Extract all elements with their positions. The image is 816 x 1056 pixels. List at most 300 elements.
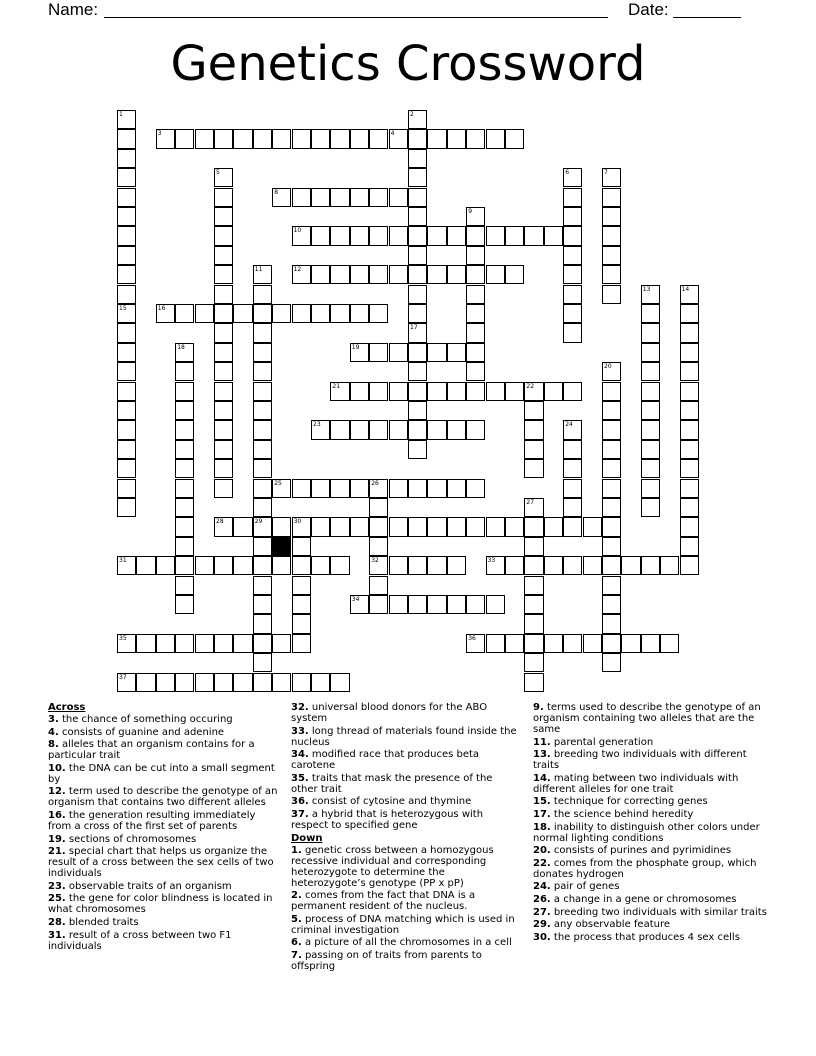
grid-cell[interactable] xyxy=(272,304,291,323)
grid-cell[interactable] xyxy=(311,556,330,575)
grid-cell[interactable] xyxy=(486,382,505,401)
grid-cell[interactable] xyxy=(369,517,388,536)
grid-cell[interactable] xyxy=(641,459,660,478)
grid-cell[interactable] xyxy=(408,401,427,420)
grid-cell[interactable] xyxy=(311,420,330,439)
grid-cell[interactable] xyxy=(369,556,388,575)
grid-cell[interactable] xyxy=(408,149,427,168)
grid-cell[interactable] xyxy=(292,537,311,556)
grid-cell[interactable] xyxy=(466,595,485,614)
grid-cell[interactable] xyxy=(350,188,369,207)
grid-cell[interactable] xyxy=(350,420,369,439)
grid-cell[interactable] xyxy=(117,168,136,187)
grid-cell[interactable] xyxy=(524,673,543,692)
grid-cell[interactable] xyxy=(447,129,466,148)
grid-cell[interactable] xyxy=(369,479,388,498)
grid-cell[interactable] xyxy=(602,440,621,459)
grid-cell[interactable] xyxy=(563,285,582,304)
grid-cell[interactable] xyxy=(330,517,349,536)
grid-cell[interactable] xyxy=(680,285,699,304)
grid-cell[interactable] xyxy=(524,498,543,517)
grid-cell[interactable] xyxy=(408,188,427,207)
grid-cell[interactable] xyxy=(253,420,272,439)
grid-cell[interactable] xyxy=(583,556,602,575)
grid-cell[interactable] xyxy=(117,149,136,168)
grid-cell[interactable] xyxy=(486,265,505,284)
grid-cell[interactable] xyxy=(117,382,136,401)
grid-cell[interactable] xyxy=(369,304,388,323)
grid-cell[interactable] xyxy=(175,401,194,420)
grid-cell[interactable] xyxy=(641,304,660,323)
grid-cell[interactable] xyxy=(505,634,524,653)
grid-cell[interactable] xyxy=(680,479,699,498)
grid-cell[interactable] xyxy=(505,226,524,245)
grid-cell[interactable] xyxy=(486,226,505,245)
grid-cell[interactable] xyxy=(408,168,427,187)
grid-cell[interactable] xyxy=(330,382,349,401)
grid-cell[interactable] xyxy=(311,517,330,536)
grid-cell[interactable] xyxy=(175,129,194,148)
grid-cell[interactable] xyxy=(408,382,427,401)
grid-cell[interactable] xyxy=(253,285,272,304)
grid-cell[interactable] xyxy=(214,459,233,478)
grid-cell[interactable] xyxy=(427,420,446,439)
grid-cell[interactable] xyxy=(214,362,233,381)
grid-cell[interactable] xyxy=(524,595,543,614)
grid-cell[interactable] xyxy=(253,362,272,381)
grid-cell[interactable] xyxy=(524,401,543,420)
grid-cell[interactable] xyxy=(563,440,582,459)
grid-cell[interactable] xyxy=(680,362,699,381)
grid-cell[interactable] xyxy=(214,304,233,323)
grid-cell[interactable] xyxy=(136,556,155,575)
grid-cell[interactable] xyxy=(214,420,233,439)
grid-cell[interactable] xyxy=(524,226,543,245)
grid-cell[interactable] xyxy=(524,517,543,536)
grid-cell[interactable] xyxy=(563,420,582,439)
grid-cell[interactable] xyxy=(486,129,505,148)
grid-cell[interactable] xyxy=(544,517,563,536)
grid-cell[interactable] xyxy=(524,440,543,459)
grid-cell[interactable] xyxy=(369,595,388,614)
grid-cell[interactable] xyxy=(136,673,155,692)
grid-cell[interactable] xyxy=(602,207,621,226)
grid-cell[interactable] xyxy=(117,343,136,362)
grid-cell[interactable] xyxy=(292,188,311,207)
grid-cell[interactable] xyxy=(214,440,233,459)
grid-cell[interactable] xyxy=(253,304,272,323)
grid-cell[interactable] xyxy=(466,226,485,245)
grid-cell[interactable] xyxy=(389,556,408,575)
grid-cell[interactable] xyxy=(195,634,214,653)
grid-cell[interactable] xyxy=(466,285,485,304)
grid-cell[interactable] xyxy=(214,673,233,692)
grid-cell[interactable] xyxy=(389,479,408,498)
grid-cell[interactable] xyxy=(292,129,311,148)
grid-cell[interactable] xyxy=(466,517,485,536)
grid-cell[interactable] xyxy=(680,343,699,362)
grid-cell[interactable] xyxy=(641,382,660,401)
grid-cell[interactable] xyxy=(408,556,427,575)
grid-cell[interactable] xyxy=(292,673,311,692)
grid-cell[interactable] xyxy=(544,226,563,245)
grid-cell[interactable] xyxy=(408,110,427,129)
grid-cell[interactable] xyxy=(602,188,621,207)
grid-cell[interactable] xyxy=(563,479,582,498)
grid-cell[interactable] xyxy=(602,479,621,498)
grid-cell[interactable] xyxy=(272,634,291,653)
grid-cell[interactable] xyxy=(214,634,233,653)
grid-cell[interactable] xyxy=(427,517,446,536)
grid-cell[interactable] xyxy=(389,188,408,207)
grid-cell[interactable] xyxy=(369,537,388,556)
grid-cell[interactable] xyxy=(292,304,311,323)
grid-cell[interactable] xyxy=(253,459,272,478)
grid-cell[interactable] xyxy=(602,614,621,633)
grid-cell[interactable] xyxy=(175,304,194,323)
grid-cell[interactable] xyxy=(253,498,272,517)
grid-cell[interactable] xyxy=(175,537,194,556)
grid-cell[interactable] xyxy=(602,634,621,653)
grid-cell[interactable] xyxy=(253,556,272,575)
grid-cell[interactable] xyxy=(292,265,311,284)
grid-cell[interactable] xyxy=(641,556,660,575)
grid-cell[interactable] xyxy=(369,498,388,517)
grid-cell[interactable] xyxy=(389,343,408,362)
grid-cell[interactable] xyxy=(427,226,446,245)
grid-cell[interactable] xyxy=(680,401,699,420)
grid-cell[interactable] xyxy=(117,673,136,692)
grid-cell[interactable] xyxy=(369,265,388,284)
grid-cell[interactable] xyxy=(524,653,543,672)
grid-cell[interactable] xyxy=(214,517,233,536)
grid-cell[interactable] xyxy=(156,673,175,692)
grid-cell[interactable] xyxy=(408,129,427,148)
grid-cell[interactable] xyxy=(680,498,699,517)
grid-cell[interactable] xyxy=(253,129,272,148)
grid-cell[interactable] xyxy=(195,129,214,148)
grid-cell[interactable] xyxy=(117,459,136,478)
grid-cell[interactable] xyxy=(505,382,524,401)
grid-cell[interactable] xyxy=(117,110,136,129)
grid-cell[interactable] xyxy=(602,401,621,420)
grid-cell[interactable] xyxy=(563,459,582,478)
grid-cell[interactable] xyxy=(680,459,699,478)
grid-cell[interactable] xyxy=(292,576,311,595)
grid-cell[interactable] xyxy=(466,343,485,362)
grid-cell[interactable] xyxy=(330,556,349,575)
grid-cell[interactable] xyxy=(524,576,543,595)
grid-cell[interactable] xyxy=(350,343,369,362)
grid-cell[interactable] xyxy=(156,556,175,575)
grid-cell[interactable] xyxy=(117,246,136,265)
grid-cell[interactable] xyxy=(330,129,349,148)
grid-cell[interactable] xyxy=(602,226,621,245)
grid-cell[interactable] xyxy=(408,285,427,304)
grid-cell[interactable] xyxy=(292,517,311,536)
grid-cell[interactable] xyxy=(175,673,194,692)
grid-cell[interactable] xyxy=(641,498,660,517)
grid-cell[interactable] xyxy=(214,265,233,284)
grid-cell[interactable] xyxy=(466,362,485,381)
grid-cell[interactable] xyxy=(175,556,194,575)
grid-cell[interactable] xyxy=(427,129,446,148)
grid-cell[interactable] xyxy=(350,129,369,148)
grid-cell[interactable] xyxy=(447,595,466,614)
grid-cell[interactable] xyxy=(447,382,466,401)
grid-cell[interactable] xyxy=(602,420,621,439)
grid-cell[interactable] xyxy=(602,556,621,575)
grid-cell[interactable] xyxy=(311,479,330,498)
grid-cell[interactable] xyxy=(292,634,311,653)
grid-cell[interactable] xyxy=(641,420,660,439)
grid-cell[interactable] xyxy=(253,576,272,595)
grid-cell[interactable] xyxy=(466,420,485,439)
grid-cell[interactable] xyxy=(175,459,194,478)
grid-cell[interactable] xyxy=(447,556,466,575)
grid-cell[interactable] xyxy=(117,440,136,459)
grid-cell[interactable] xyxy=(621,634,640,653)
grid-cell[interactable] xyxy=(427,595,446,614)
grid-cell[interactable] xyxy=(660,556,679,575)
grid-cell[interactable] xyxy=(563,246,582,265)
grid-cell[interactable] xyxy=(195,304,214,323)
grid-cell[interactable] xyxy=(253,634,272,653)
grid-cell[interactable] xyxy=(563,265,582,284)
grid-cell[interactable] xyxy=(408,595,427,614)
grid-cell[interactable] xyxy=(641,440,660,459)
grid-cell[interactable] xyxy=(175,576,194,595)
grid-cell[interactable] xyxy=(544,634,563,653)
grid-cell[interactable] xyxy=(253,343,272,362)
grid-cell[interactable] xyxy=(292,556,311,575)
grid-cell[interactable] xyxy=(447,343,466,362)
grid-cell[interactable] xyxy=(466,304,485,323)
grid-cell[interactable] xyxy=(583,634,602,653)
grid-cell[interactable] xyxy=(408,207,427,226)
grid-cell[interactable] xyxy=(175,634,194,653)
grid-cell[interactable] xyxy=(253,479,272,498)
grid-cell[interactable] xyxy=(156,304,175,323)
grid-cell[interactable] xyxy=(350,595,369,614)
grid-cell[interactable] xyxy=(117,498,136,517)
grid-cell[interactable] xyxy=(272,556,291,575)
grid-cell[interactable] xyxy=(311,129,330,148)
grid-cell[interactable] xyxy=(563,207,582,226)
grid-cell[interactable] xyxy=(524,382,543,401)
grid-cell[interactable] xyxy=(214,382,233,401)
grid-cell[interactable] xyxy=(427,343,446,362)
grid-cell[interactable] xyxy=(272,479,291,498)
grid-cell[interactable] xyxy=(408,479,427,498)
grid-cell[interactable] xyxy=(214,556,233,575)
grid-cell[interactable] xyxy=(214,226,233,245)
grid-cell[interactable] xyxy=(563,188,582,207)
grid-cell[interactable] xyxy=(486,634,505,653)
grid-cell[interactable] xyxy=(233,517,252,536)
grid-cell[interactable] xyxy=(350,226,369,245)
grid-cell[interactable] xyxy=(175,595,194,614)
grid-cell[interactable] xyxy=(427,265,446,284)
grid-cell[interactable] xyxy=(292,614,311,633)
grid-cell[interactable] xyxy=(369,576,388,595)
grid-cell[interactable] xyxy=(602,595,621,614)
grid-cell[interactable] xyxy=(311,265,330,284)
grid-cell[interactable] xyxy=(524,420,543,439)
grid-cell[interactable] xyxy=(369,188,388,207)
grid-cell[interactable] xyxy=(350,304,369,323)
grid-cell[interactable] xyxy=(253,595,272,614)
grid-cell[interactable] xyxy=(136,634,155,653)
grid-cell[interactable] xyxy=(253,440,272,459)
grid-cell[interactable] xyxy=(272,517,291,536)
grid-cell[interactable] xyxy=(156,634,175,653)
grid-cell[interactable] xyxy=(680,323,699,342)
grid-cell[interactable] xyxy=(117,634,136,653)
grid-cell[interactable] xyxy=(330,420,349,439)
grid-cell[interactable] xyxy=(350,382,369,401)
grid-cell[interactable] xyxy=(447,226,466,245)
grid-cell[interactable] xyxy=(408,362,427,381)
grid-cell[interactable] xyxy=(253,401,272,420)
grid-cell[interactable] xyxy=(117,265,136,284)
grid-cell[interactable] xyxy=(466,207,485,226)
grid-cell[interactable] xyxy=(660,634,679,653)
grid-cell[interactable] xyxy=(311,188,330,207)
grid-cell[interactable] xyxy=(602,576,621,595)
grid-cell[interactable] xyxy=(680,440,699,459)
grid-cell[interactable] xyxy=(292,226,311,245)
grid-cell[interactable] xyxy=(389,382,408,401)
grid-cell[interactable] xyxy=(408,304,427,323)
grid-cell[interactable] xyxy=(350,479,369,498)
grid-cell[interactable] xyxy=(117,226,136,245)
grid-cell[interactable] xyxy=(214,207,233,226)
grid-cell[interactable] xyxy=(602,285,621,304)
grid-cell[interactable] xyxy=(117,207,136,226)
grid-cell[interactable] xyxy=(641,479,660,498)
grid-cell[interactable] xyxy=(505,129,524,148)
grid-cell[interactable] xyxy=(175,498,194,517)
grid-cell[interactable] xyxy=(505,265,524,284)
grid-cell[interactable] xyxy=(680,382,699,401)
grid-cell[interactable] xyxy=(563,498,582,517)
grid-cell[interactable] xyxy=(156,129,175,148)
grid-cell[interactable] xyxy=(214,129,233,148)
grid-cell[interactable] xyxy=(117,362,136,381)
grid-cell[interactable] xyxy=(253,673,272,692)
grid-cell[interactable] xyxy=(583,517,602,536)
grid-cell[interactable] xyxy=(350,517,369,536)
grid-cell[interactable] xyxy=(466,129,485,148)
grid-cell[interactable] xyxy=(447,420,466,439)
grid-cell[interactable] xyxy=(408,343,427,362)
grid-cell[interactable] xyxy=(544,382,563,401)
grid-cell[interactable] xyxy=(175,517,194,536)
grid-cell[interactable] xyxy=(466,246,485,265)
grid-cell[interactable] xyxy=(641,634,660,653)
grid-cell[interactable] xyxy=(602,498,621,517)
grid-cell[interactable] xyxy=(214,479,233,498)
grid-cell[interactable] xyxy=(233,634,252,653)
grid-cell[interactable] xyxy=(233,556,252,575)
grid-cell[interactable] xyxy=(563,168,582,187)
grid-cell[interactable] xyxy=(117,129,136,148)
grid-cell[interactable] xyxy=(272,188,291,207)
grid-cell[interactable] xyxy=(369,420,388,439)
grid-cell[interactable] xyxy=(602,168,621,187)
grid-cell[interactable] xyxy=(233,673,252,692)
grid-cell[interactable] xyxy=(292,479,311,498)
grid-cell[interactable] xyxy=(253,323,272,342)
grid-cell[interactable] xyxy=(544,556,563,575)
grid-cell[interactable] xyxy=(292,595,311,614)
grid-cell[interactable] xyxy=(311,226,330,245)
grid-cell[interactable] xyxy=(680,420,699,439)
grid-cell[interactable] xyxy=(641,343,660,362)
grid-cell[interactable] xyxy=(330,304,349,323)
grid-cell[interactable] xyxy=(214,343,233,362)
grid-cell[interactable] xyxy=(214,188,233,207)
grid-cell[interactable] xyxy=(524,537,543,556)
grid-cell[interactable] xyxy=(641,285,660,304)
grid-cell[interactable] xyxy=(563,556,582,575)
grid-cell[interactable] xyxy=(680,537,699,556)
grid-cell[interactable] xyxy=(563,226,582,245)
grid-cell[interactable] xyxy=(330,673,349,692)
grid-cell[interactable] xyxy=(253,265,272,284)
grid-cell[interactable] xyxy=(117,420,136,439)
grid-cell[interactable] xyxy=(253,614,272,633)
grid-cell[interactable] xyxy=(602,459,621,478)
grid-cell[interactable] xyxy=(175,420,194,439)
grid-cell[interactable] xyxy=(408,323,427,342)
grid-cell[interactable] xyxy=(117,556,136,575)
grid-cell[interactable] xyxy=(524,614,543,633)
grid-cell[interactable] xyxy=(195,556,214,575)
grid-cell[interactable] xyxy=(214,285,233,304)
grid-cell[interactable] xyxy=(427,479,446,498)
grid-cell[interactable] xyxy=(330,265,349,284)
grid-cell[interactable] xyxy=(253,537,272,556)
grid-cell[interactable] xyxy=(233,129,252,148)
grid-cell[interactable] xyxy=(602,246,621,265)
grid-cell[interactable] xyxy=(602,362,621,381)
grid-cell[interactable] xyxy=(505,517,524,536)
grid-cell[interactable] xyxy=(563,517,582,536)
grid-cell[interactable] xyxy=(486,595,505,614)
grid-cell[interactable] xyxy=(389,265,408,284)
grid-cell[interactable] xyxy=(175,382,194,401)
grid-cell[interactable] xyxy=(486,517,505,536)
grid-cell[interactable] xyxy=(602,653,621,672)
grid-cell[interactable] xyxy=(253,653,272,672)
grid-cell[interactable] xyxy=(466,634,485,653)
grid-cell[interactable] xyxy=(330,479,349,498)
grid-cell[interactable] xyxy=(505,556,524,575)
grid-cell[interactable] xyxy=(369,129,388,148)
grid-cell[interactable] xyxy=(330,188,349,207)
grid-cell[interactable] xyxy=(524,459,543,478)
grid-cell[interactable] xyxy=(427,556,446,575)
grid-cell[interactable] xyxy=(214,246,233,265)
grid-cell[interactable] xyxy=(641,401,660,420)
grid-cell[interactable] xyxy=(408,246,427,265)
grid-cell[interactable] xyxy=(524,634,543,653)
grid-cell[interactable] xyxy=(602,517,621,536)
grid-cell[interactable] xyxy=(214,323,233,342)
grid-cell[interactable] xyxy=(389,595,408,614)
